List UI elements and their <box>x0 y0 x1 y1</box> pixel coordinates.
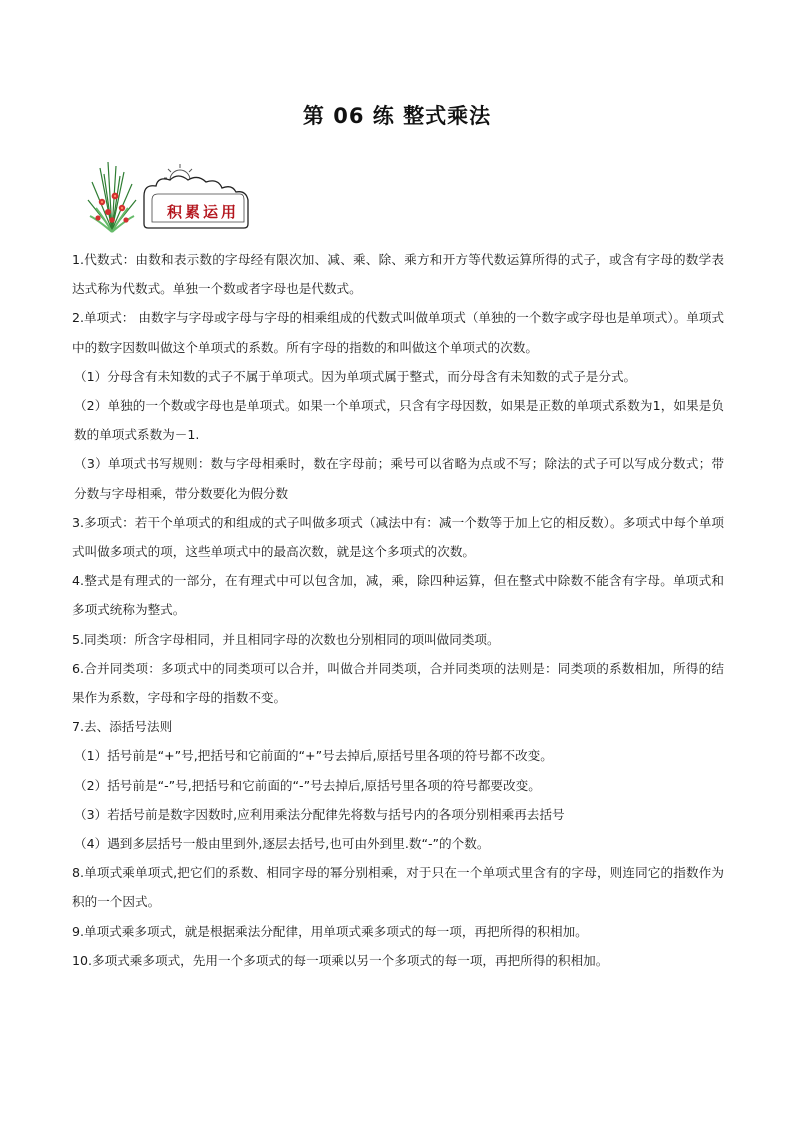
paragraph: 1.代数式：由数和表示数的字母经有限次加、减、乘、除、乘方和开方等代数运算所得的式子，或含有字母的数学表达式称为代数式。单独一个数或者字母也是代数式。 <box>72 252 724 297</box>
paragraph: （3）单项式书写规则：数与字母相乘时，数在字母前；乘号可以省略为点或不写；除法的式子可以写成分数式；带分数与字母相乘，带分数要化为假分数 <box>74 456 724 501</box>
paragraph: （2）括号前是“-”号,把括号和它前面的“-”号去掉后,原括号里各项的符号都要改变。 <box>74 777 541 793</box>
paragraph: （4）遇到多层括号一般由里到外,逐层去括号,也可由外到里.数“-”的个数。 <box>74 836 490 852</box>
paragraph: 4.整式是有理式的一部分，在有理式中可以包含加，减，乘，除四种运算，但在整式中除数不能含有字母。单项式和多项式统称为整式。 <box>72 573 724 618</box>
paragraph: （1）括号前是“+”号,把括号和它前面的“+”号去掉后,原括号里各项的符号都不改变。 <box>74 748 553 764</box>
flower-icon <box>82 160 277 234</box>
section-badge <box>82 160 277 234</box>
paragraph: 3.多项式：若干个单项式的和组成的式子叫做多项式（减法中有：减一个数等于加上它的相反数）。多项式中每个单项式叫做多项式的项，这些单项式中的最高次数，就是这个多项式的次数。 <box>72 514 724 560</box>
page-title: 第 06 练 整式乘法 <box>302 104 492 128</box>
paragraph: 9.单项式乘多项式，就是根据乘法分配律，用单项式乘多项式的每一项，再把所得的积相加。 <box>72 923 588 939</box>
paragraph: 10.多项式乘多项式，先用一个多项式的每一项乘以另一个多项式的每一项，再把所得的积相加。 <box>72 952 609 968</box>
paragraph: 8.单项式乘单项式,把它们的系数、相同字母的幂分别相乘，对于只在一个单项式里含有的字母，则连同它的指数作为积的一个因式。 <box>72 865 724 910</box>
paragraph: （2）单独的一个数或字母也是单项式。如果一个单项式，只含有字母因数，如果是正数的单项式系数为1，如果是负数的单项式系数为－1. <box>74 398 724 443</box>
paragraph: （1）分母含有未知数的式子不属于单项式。因为单项式属于整式，而分母含有未知数的式子是分式。 <box>74 368 637 384</box>
paragraph: 6.合并同类项：多项式中的同类项可以合并，叫做合并同类项，合并同类项的法则是：同类项的系数相加，所得的结果作为系数，字母和字母的指数不变。 <box>72 660 724 706</box>
paragraph: 7.去、添括号法则 <box>72 719 173 735</box>
paragraph: 2.单项式： 由数字与字母或字母与字母的相乘组成的代数式叫做单项式（单独的一个数字或字母也是单项式）。单项式中的数字因数叫做这个单项式的系数。所有字母的指数的和叫做这个单项式的次数。 <box>72 310 725 355</box>
paragraph: 5.同类项：所含字母相同，并且相同字母的次数也分别相同的项叫做同类项。 <box>72 631 500 647</box>
badge-label: 积累运用 <box>166 203 239 221</box>
content-body <box>72 245 724 975</box>
paragraph: （3）若括号前是数字因数时,应利用乘法分配律先将数与括号内的各项分别相乘再去括号 <box>74 806 565 822</box>
